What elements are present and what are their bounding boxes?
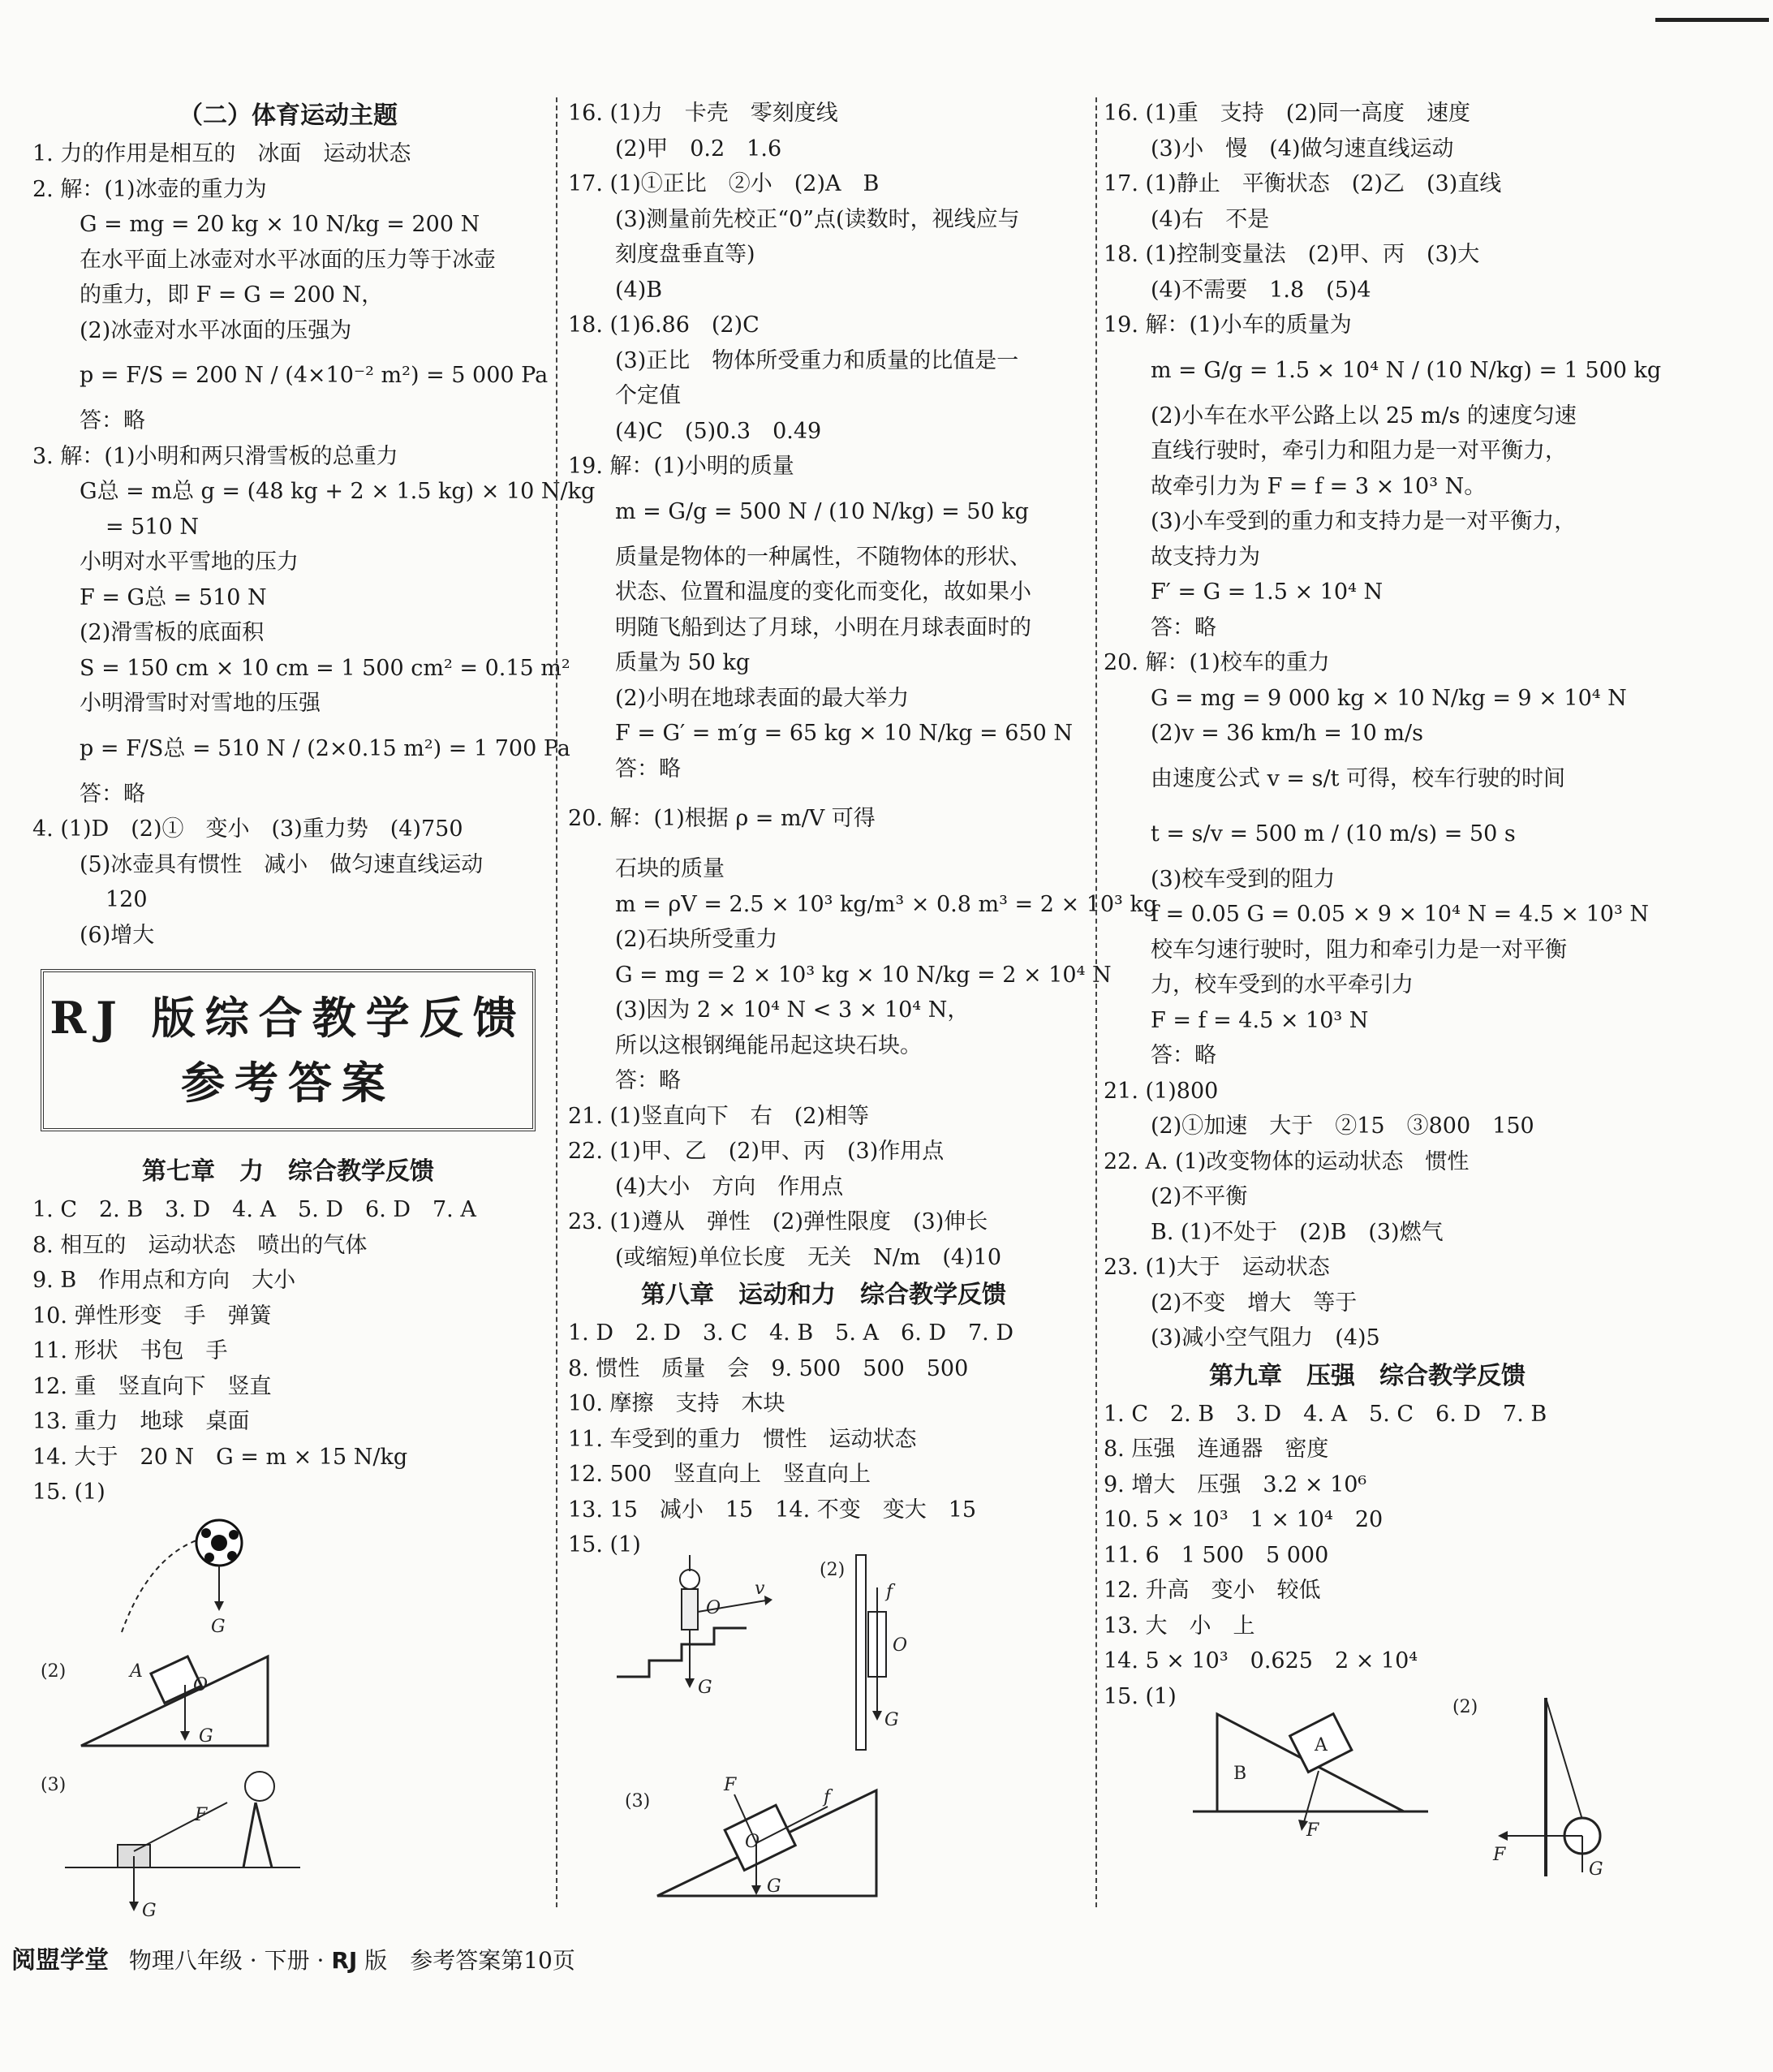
answer-banner bbox=[41, 969, 536, 1131]
answer-line: f = 0.05 G = 0.05 × 9 × 10⁴ N = 4.5 × 10³ N bbox=[1151, 902, 1649, 927]
answer-line: 小明滑雪时对雪地的压强 bbox=[80, 691, 321, 716]
answer-line: 21. (1)800 bbox=[1104, 1078, 1219, 1104]
footer-edition: RJ bbox=[331, 1947, 358, 1974]
answer-line: (3)校车受到的阻力 bbox=[1151, 866, 1336, 892]
answer-line: (4)右 不是 bbox=[1151, 206, 1270, 232]
top-rule bbox=[1655, 18, 1769, 22]
force-diagrams-ch7 bbox=[32, 1510, 536, 1932]
banner-line-1: RJ 版综合教学反馈 bbox=[49, 992, 527, 1044]
answer-line: (4)大小 方向 作用点 bbox=[615, 1174, 844, 1200]
answer-line: = 510 N bbox=[105, 514, 199, 540]
fig-label: (2) bbox=[41, 1661, 67, 1682]
answer-line: 质量是物体的一种属性，不随物体的形状、 bbox=[615, 544, 1031, 570]
svg-text:G: G bbox=[211, 1616, 226, 1637]
answer-line: 1. 力的作用是相互的 冰面 运动状态 bbox=[32, 141, 411, 166]
fig-label: (2) bbox=[1452, 1697, 1478, 1717]
answer-line: 10. 摩擦 支持 木块 bbox=[568, 1391, 785, 1416]
fig-label: (2) bbox=[820, 1559, 846, 1580]
answer-line: F = f = 4.5 × 10³ N bbox=[1151, 1007, 1369, 1033]
answer-line: (5)冰壶具有惯性 减小 做匀速直线运动 bbox=[80, 851, 484, 877]
answer-line: 小明对水平雪地的压力 bbox=[80, 549, 299, 575]
answer-line: (2)v = 36 km/h = 10 m/s bbox=[1151, 721, 1423, 746]
answer-line: 23. (1)遵从 弹性 (2)弹性限度 (3)伸长 bbox=[568, 1209, 988, 1234]
answer-line: 刻度盘垂直等) bbox=[615, 242, 755, 267]
formula-line: m = G/g = 1.5 × 10⁴ N / (10 N/kg) = 1 500 kg bbox=[1151, 357, 1662, 383]
svg-text:f: f bbox=[886, 1581, 893, 1602]
svg-text:A: A bbox=[130, 1661, 143, 1682]
answer-line: 17. (1)静止 平衡状态 (2)乙 (3)直线 bbox=[1104, 171, 1502, 196]
column-2 bbox=[568, 96, 1158, 1904]
answer-line: 校车匀速行驶时，阻力和牵引力是一对平衡 bbox=[1151, 937, 1567, 963]
answer-line: (2)不平衡 bbox=[1151, 1184, 1248, 1209]
answer-line: 11. 形状 书包 手 bbox=[32, 1338, 228, 1363]
answer-line: m = ρV = 2.5 × 10³ kg/m³ × 0.8 m³ = 2 × 10³ kg bbox=[615, 891, 1158, 917]
answer-line: 15. (1) bbox=[32, 1480, 105, 1505]
answer-line: 在水平面上冰壶对水平冰面的压力等于冰壶 bbox=[80, 247, 496, 273]
answer-line: 13. 大 小 上 bbox=[1104, 1613, 1255, 1639]
formula-line: m = G/g = 500 N / (10 N/kg) = 50 kg bbox=[615, 498, 1029, 524]
formula-line: 由速度公式 v = s/t 可得，校车行驶的时间 bbox=[1151, 765, 1566, 791]
answer-line: 答：略 bbox=[1151, 1043, 1216, 1068]
answer-line: 答：略 bbox=[80, 781, 145, 807]
svg-text:B: B bbox=[1233, 1764, 1247, 1784]
force-diagrams-ch9 bbox=[1104, 1697, 1623, 1880]
answer-line: (或缩短)单位长度 无关 N/m (4)10 bbox=[615, 1244, 1001, 1270]
answer-line: 1. C 2. B 3. D 4. A 5. D 6. D 7. A bbox=[32, 1197, 476, 1222]
svg-text:G: G bbox=[767, 1876, 781, 1897]
figure-ch7-15 bbox=[32, 1510, 544, 1932]
answer-line: (6)增大 bbox=[80, 922, 155, 948]
footer-text: 物理八年级 · 下册 · bbox=[128, 1947, 325, 1974]
formula-line: 20. 解：(1)根据 ρ = m/V 可得 bbox=[568, 806, 876, 831]
answer-line: 12. 重 竖直向下 竖直 bbox=[32, 1373, 272, 1399]
answer-line: (3)小车受到的重力和支持力是一对平衡力， bbox=[1151, 509, 1577, 534]
svg-text:G: G bbox=[142, 1900, 157, 1921]
answer-line: (3)测量前先校正“0”点(读数时，视线应与 bbox=[615, 206, 1020, 232]
answer-line: (4)B bbox=[615, 277, 663, 303]
answer-line: 11. 6 1 500 5 000 bbox=[1104, 1542, 1329, 1568]
answer-line: 21. (1)竖直向下 右 (2)相等 bbox=[568, 1103, 870, 1129]
svg-text:v: v bbox=[755, 1578, 765, 1599]
answer-line: (4)C (5)0.3 0.49 bbox=[615, 418, 822, 444]
column-3 bbox=[1104, 96, 1662, 1880]
answer-line: 12. 升高 变小 较低 bbox=[1104, 1578, 1321, 1603]
banner-line-2: 参考答案 bbox=[181, 1057, 395, 1109]
brand-logo: 阅盟学堂 bbox=[11, 1946, 109, 1975]
answer-line: 2. 解：(1)冰壶的重力为 bbox=[32, 176, 267, 202]
chapter-title: 第七章 力 综合教学反馈 bbox=[142, 1157, 434, 1186]
answer-line: 1. C 2. B 3. D 4. A 5. C 6. D 7. B bbox=[1104, 1401, 1547, 1427]
answer-line: 10. 弹性形变 手 弹簧 bbox=[32, 1303, 272, 1329]
svg-text:f: f bbox=[824, 1786, 831, 1807]
answer-line: 16. (1)力 卡壳 零刻度线 bbox=[568, 101, 838, 126]
answer-line: 4. (1)D (2)① 变小 (3)重力势 (4)750 bbox=[32, 816, 463, 842]
answer-line: (3)小 慢 (4)做匀速直线运动 bbox=[1151, 136, 1454, 162]
answer-line: G = mg = 20 kg × 10 N/kg = 200 N bbox=[80, 212, 480, 237]
answer-line: (3)因为 2 × 10⁴ N < 3 × 10⁴ N， bbox=[615, 997, 970, 1023]
fig-label: (3) bbox=[41, 1774, 67, 1795]
answer-line: (2)甲 0.2 1.6 bbox=[615, 136, 782, 162]
answer-line: 16. (1)重 支持 (2)同一高度 速度 bbox=[1104, 101, 1471, 126]
figure-ch8-15 bbox=[568, 1559, 1079, 1904]
answer-line: G = mg = 9 000 kg × 10 N/kg = 9 × 10⁴ N bbox=[1151, 685, 1627, 711]
force-diagrams-ch8 bbox=[568, 1559, 1071, 1904]
svg-text:A: A bbox=[1315, 1735, 1328, 1755]
answer-line: (3)减小空气阻力 (4)5 bbox=[1151, 1325, 1380, 1350]
answer-line: B. (1)不处于 (2)B (3)燃气 bbox=[1151, 1219, 1444, 1245]
footer-page: 版 参考答案第10页 bbox=[364, 1947, 575, 1974]
answer-line: 的重力，即 F = G = 200 N， bbox=[80, 282, 384, 308]
answer-line: 答：略 bbox=[80, 408, 145, 433]
answer-line: 故支持力为 bbox=[1151, 544, 1260, 570]
answer-line: G总 = m总 g = (48 kg + 2 × 1.5 kg) × 10 N/kg bbox=[80, 479, 596, 504]
answer-line: 状态、位置和温度的变化而变化，故如果小 bbox=[615, 579, 1031, 605]
column-divider bbox=[556, 97, 557, 1907]
answer-line: 14. 5 × 10³ 0.625 2 × 10⁴ bbox=[1104, 1648, 1418, 1674]
answer-line: 10. 5 × 10³ 1 × 10⁴ 20 bbox=[1104, 1507, 1384, 1532]
figure-ch9-15 bbox=[1104, 1697, 1631, 1880]
section-title: （二）体育运动主题 bbox=[179, 101, 398, 130]
page-footer bbox=[11, 1940, 575, 1975]
answer-line: 22. A. (1)改变物体的运动状态 惯性 bbox=[1104, 1148, 1470, 1174]
answer-line: 20. 解：(1)校车的重力 bbox=[1104, 650, 1330, 675]
answer-line: S = 150 cm × 10 cm = 1 500 cm² = 0.15 m² bbox=[80, 655, 570, 681]
svg-text:O: O bbox=[706, 1597, 721, 1618]
answer-line: 答：略 bbox=[615, 756, 681, 782]
answer-line: 明随飞船到达了月球，小明在月球表面时的 bbox=[615, 614, 1031, 640]
answer-line: 13. 15 减小 15 14. 不变 变大 15 bbox=[568, 1497, 977, 1523]
answer-line: (4)不需要 1.8 (5)4 bbox=[1151, 277, 1371, 303]
answer-line: (2)滑雪板的底面积 bbox=[80, 620, 265, 645]
answer-line: 13. 重力 地球 桌面 bbox=[32, 1409, 250, 1434]
answer-line: 直线行驶时，牵引力和阻力是一对平衡力， bbox=[1151, 438, 1567, 463]
answer-line: 11. 车受到的重力 惯性 运动状态 bbox=[568, 1426, 917, 1452]
svg-text:F: F bbox=[724, 1774, 737, 1795]
svg-text:O: O bbox=[893, 1635, 908, 1656]
answer-line: (3)正比 物体所受重力和质量的比值是一 bbox=[615, 347, 1019, 373]
answer-line: 力，校车受到的水平牵引力 bbox=[1151, 972, 1414, 997]
answer-line: 答：略 bbox=[615, 1068, 681, 1093]
svg-text:F: F bbox=[1306, 1820, 1319, 1841]
answer-line: 所以这根钢绳能吊起这块石块。 bbox=[615, 1032, 922, 1058]
answer-line: 9. B 作用点和方向 大小 bbox=[32, 1268, 296, 1293]
answer-line: 8. 相互的 运动状态 喷出的气体 bbox=[32, 1232, 368, 1258]
answer-line: 质量为 50 kg bbox=[615, 650, 751, 675]
answer-line: 17. (1)①正比 ②小 (2)A B bbox=[568, 171, 880, 196]
formula-line: p = F/S总 = 510 N / (2×0.15 m²) = 1 700 Pa bbox=[80, 735, 570, 761]
answer-line: (2)小明在地球表面的最大举力 bbox=[615, 685, 910, 711]
answer-line: 8. 压强 连通器 密度 bbox=[1104, 1437, 1329, 1462]
answer-line: 19. 解：(1)小明的质量 bbox=[568, 454, 794, 479]
answer-line: 15. (1) bbox=[568, 1532, 641, 1557]
answer-line: 个定值 bbox=[615, 383, 681, 408]
svg-text:G: G bbox=[199, 1725, 213, 1747]
formula-line: t = s/v = 500 m / (10 m/s) = 50 s bbox=[1151, 821, 1516, 846]
answer-line: G = mg = 2 × 10³ kg × 10 N/kg = 2 × 10⁴ N bbox=[615, 962, 1112, 988]
answer-line: 答：略 bbox=[1151, 614, 1216, 640]
answer-line: (2)①加速 大于 ②15 ③800 150 bbox=[1151, 1114, 1534, 1139]
answer-line: 8. 惯性 质量 会 9. 500 500 500 bbox=[568, 1355, 969, 1381]
svg-text:F: F bbox=[195, 1804, 208, 1825]
answer-line: 3. 解：(1)小明和两只滑雪板的总重力 bbox=[32, 443, 398, 469]
chapter-title: 第九章 压强 综合教学反馈 bbox=[1209, 1361, 1526, 1390]
svg-text:F: F bbox=[1493, 1845, 1506, 1865]
fig-label: (3) bbox=[625, 1790, 651, 1811]
answer-line: 15. (1) bbox=[1104, 1683, 1177, 1709]
answer-line: 故牵引力为 F = f = 3 × 10³ N。 bbox=[1151, 473, 1487, 499]
answer-line: 9. 增大 压强 3.2 × 10⁶ bbox=[1104, 1471, 1367, 1497]
answer-line: F = G′ = m′g = 65 kg × 10 N/kg = 650 N bbox=[615, 721, 1074, 746]
answer-line: (2)冰壶对水平冰面的压强为 bbox=[80, 317, 352, 343]
svg-text:G: G bbox=[698, 1677, 712, 1698]
answer-line: 120 bbox=[105, 887, 148, 912]
answer-line: 23. (1)大于 运动状态 bbox=[1104, 1255, 1330, 1280]
answer-line: (2)不变 增大 等于 bbox=[1151, 1290, 1358, 1316]
svg-text:G: G bbox=[1589, 1859, 1603, 1880]
answer-line: 14. 大于 20 N G = m × 15 N/kg bbox=[32, 1444, 408, 1470]
answer-line: 12. 500 竖直向上 竖直向上 bbox=[568, 1462, 871, 1487]
column-divider bbox=[1095, 97, 1097, 1907]
answer-line: 19. 解：(1)小车的质量为 bbox=[1104, 312, 1352, 338]
answer-line: (2)石块所受重力 bbox=[615, 927, 778, 952]
answer-line: 18. (1)控制变量法 (2)甲、丙 (3)大 bbox=[1104, 242, 1480, 267]
chapter-title: 第八章 运动和力 综合教学反馈 bbox=[641, 1281, 1006, 1309]
answer-line: 石块的质量 bbox=[615, 856, 725, 881]
formula-line: p = F/S = 200 N / (4×10⁻² m²) = 5 000 Pa bbox=[80, 363, 549, 388]
answer-line: 18. (1)6.86 (2)C bbox=[568, 312, 760, 338]
answer-line: (2)小车在水平公路上以 25 m/s 的速度匀速 bbox=[1151, 403, 1577, 429]
answer-line: 22. (1)甲、乙 (2)甲、丙 (3)作用点 bbox=[568, 1139, 945, 1164]
answer-line: F′ = G = 1.5 × 10⁴ N bbox=[1151, 579, 1384, 605]
svg-text:O: O bbox=[193, 1674, 209, 1695]
svg-text:O: O bbox=[745, 1831, 760, 1852]
answer-line: 1. D 2. D 3. C 4. B 5. A 6. D 7. D bbox=[568, 1320, 1013, 1346]
answer-line: F = G总 = 510 N bbox=[80, 584, 267, 610]
column-1 bbox=[32, 96, 596, 1932]
svg-text:G: G bbox=[884, 1709, 899, 1730]
